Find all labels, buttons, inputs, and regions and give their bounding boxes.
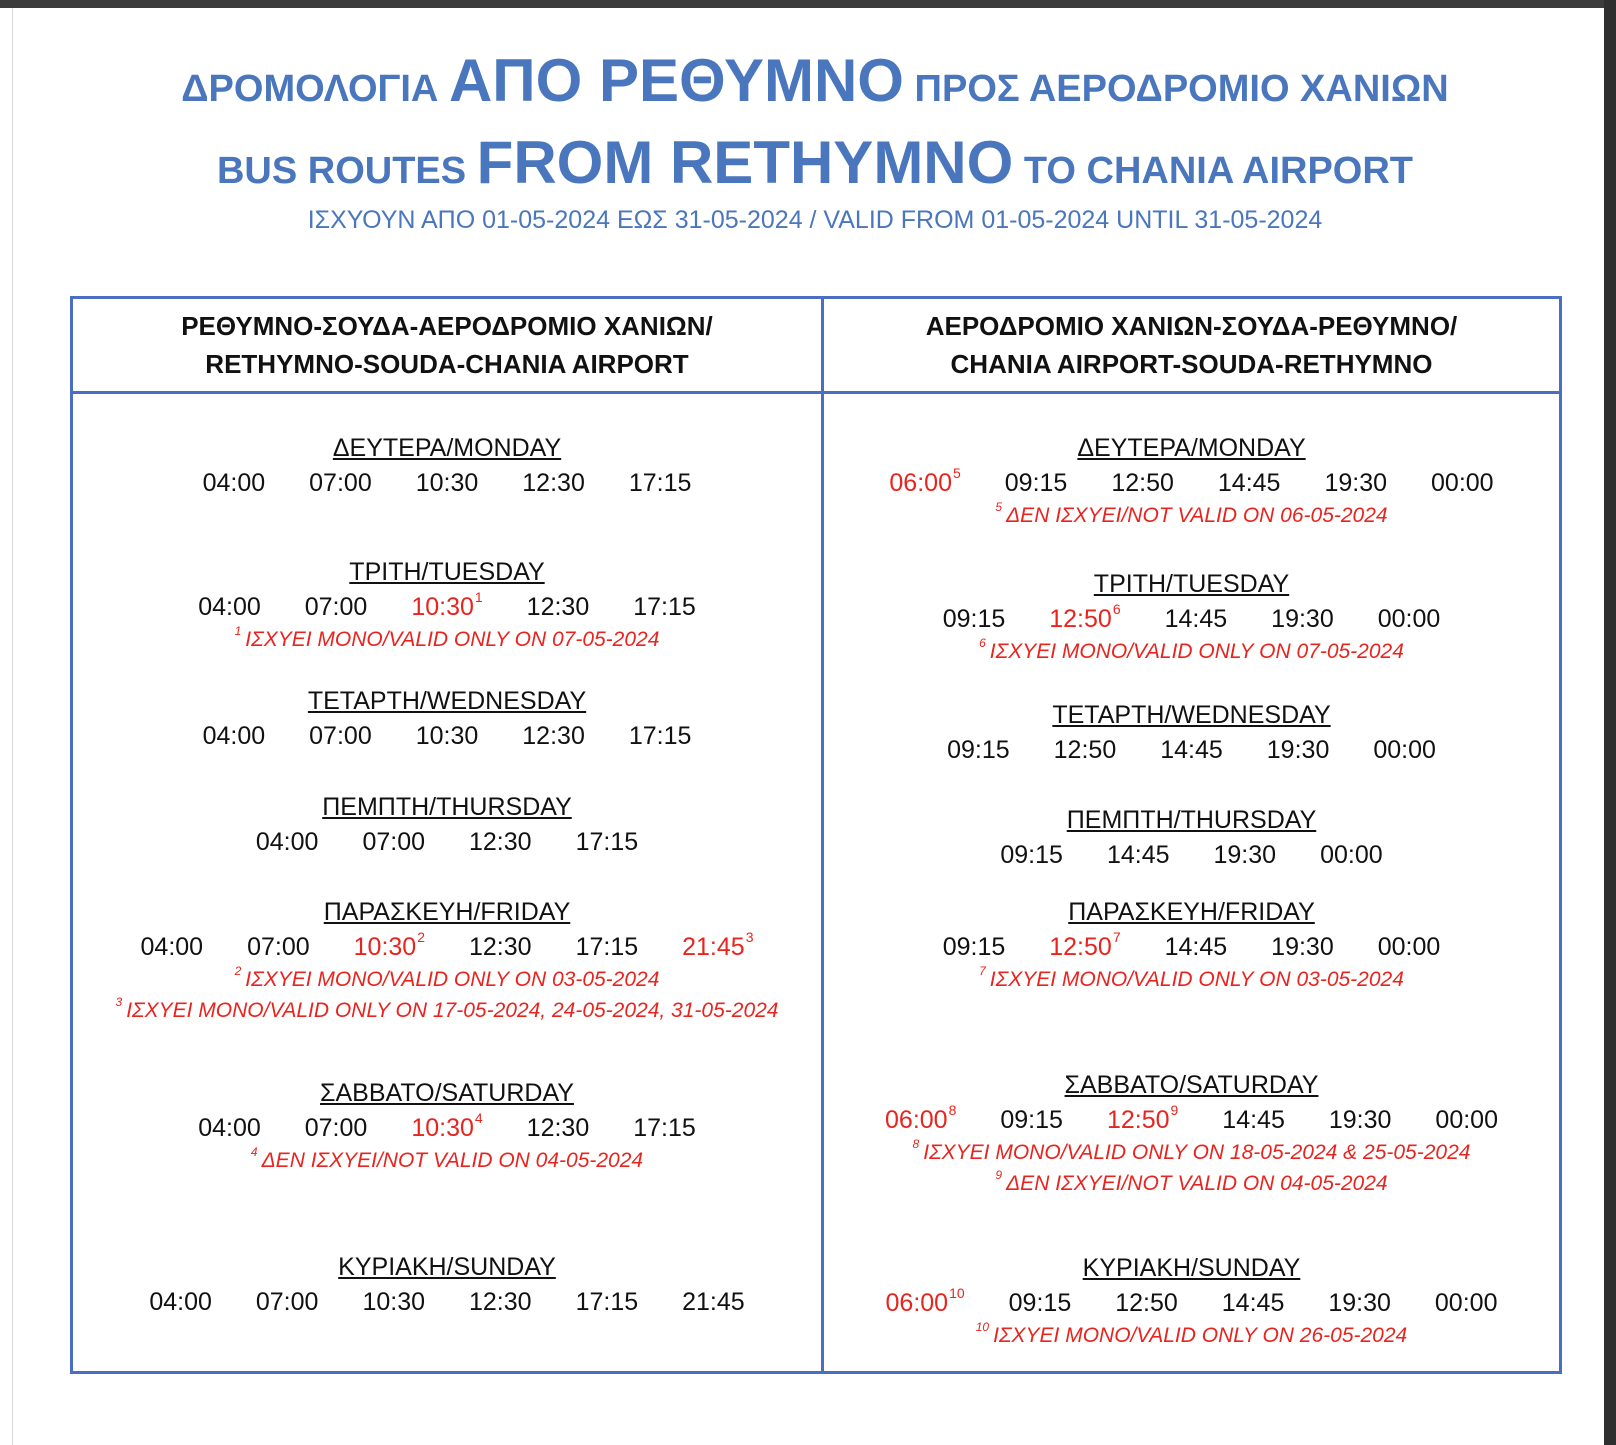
time-value: 10:30 [411,593,474,621]
departure-time: 00:00 [1431,469,1494,497]
footnote-text: ΔΕΝ ΙΣΧΥΕΙ/NOT VALID ON 04-05-2024 [1006,1172,1388,1195]
left-column-header [73,307,821,391]
time-value: 06:00 [885,1289,949,1317]
day-name: ΤΕΤΑΡΤΗ/WEDNESDAY [1052,701,1331,729]
day-name: ΣΑΒΒΑΤΟ/SATURDAY [1064,1071,1319,1099]
departure-time: 14:45 [1222,1106,1285,1134]
times-row [73,825,821,859]
departure-time: 04:00 [202,722,266,750]
time-value: 10:30 [353,933,417,961]
schedule-table [70,296,1562,1374]
times-row [73,1111,821,1145]
departure-time: 17:15 [575,828,639,856]
departure-time: 12:50 [1111,469,1174,497]
left-schedule-column [73,394,821,1374]
day-block-saturday [73,1075,821,1176]
footnote-marker: 7 [1112,929,1121,945]
departure-time: 07:00 [247,933,310,961]
footnote-marker: 1 [474,589,483,605]
day-name: ΤΕΤΑΡΤΗ/WEDNESDAY [307,687,587,715]
footnote-marker: 9 [1170,1102,1179,1118]
times-row [824,930,1559,964]
times-row [73,719,821,753]
day-block-saturday [824,1067,1559,1199]
day-name: ΠΕΜΠΤΗ/THURSDAY [322,793,572,821]
day-block-monday [73,430,821,500]
window-top-bar [0,0,1616,8]
day-name: ΔΕΥΤΕΡΑ/MONDAY [332,434,562,462]
footnote-marker: 2 [417,929,425,945]
departure-time: 00:00 [1377,933,1441,961]
departure-time: 17:15 [575,1288,639,1316]
time-value: 12:50 [1049,933,1112,961]
departure-time: 07:00 [362,828,425,856]
departure-time: 17:15 [633,1114,696,1142]
departure-time: 07:00 [309,722,372,750]
footnote-marker: 10 [949,1285,965,1301]
time-value: 10:30 [411,1114,474,1142]
day-block-thursday [73,789,821,859]
footnote-marker: 5 [952,465,961,481]
footnote [824,500,1559,531]
day-name: ΔΕΥΤΕΡΑ/MONDAY [1077,434,1306,462]
time-value: 12:50 [1106,1106,1170,1134]
departure-time: 12:30 [522,722,585,750]
departure-time-conditional [1049,930,1120,964]
footnote [824,1137,1559,1168]
day-block-tuesday [824,566,1559,667]
footnote-marker: 8 [948,1102,957,1118]
departure-time: 04:00 [255,828,319,856]
departure-time: 09:15 [942,605,1006,633]
times-row [73,590,821,624]
validity-period: ΙΣΧΥΟΥΝ ΑΠΟ 01-05-2024 ΕΩΣ 31-05-2024 / VALID FROM 01-05-2024 UNTIL 31-05-2024 [307,206,1323,234]
departure-time: 07:00 [304,593,368,621]
day-block-sunday [73,1249,821,1319]
footnote [73,964,821,995]
departure-time-conditional [411,590,482,624]
departure-time: 14:45 [1106,841,1170,869]
footnote [73,624,821,655]
title-greek-prefix: ΔΡΟΜΟΛΟΓΙΑ [181,68,449,110]
departure-time: 09:15 [1004,469,1068,497]
departure-time: 07:00 [255,1288,319,1316]
departure-time: 12:30 [526,593,590,621]
departure-time: 19:30 [1266,736,1330,764]
day-name: ΠΑΡΑΣΚΕΥΗ/FRIDAY [1068,898,1315,926]
day-block-thursday [824,802,1559,872]
departure-time-conditional [682,930,753,964]
departure-time: 07:00 [309,469,372,497]
times-row [73,466,821,500]
departure-time: 19:30 [1328,1106,1392,1134]
footnote-text: ΙΣΧΥΕΙ ΜΟΝΟ/VALID ONLY ON 17-05-2024, 24-05-2024, 31-05-2024 [126,999,779,1022]
departure-time: 09:15 [1000,1106,1063,1134]
page-title-greek [0,46,1616,115]
departure-time: 17:15 [628,722,692,750]
footnote [73,1145,821,1176]
title-greek-suffix: ΠΡΟΣ ΑΕΡΟΔΡΟΜΙΟ ΧΑΝΙΩΝ [903,68,1449,110]
time-value: 06:00 [885,1106,948,1134]
departure-time: 12:30 [522,469,585,497]
times-row [824,733,1559,767]
departure-time: 14:45 [1164,605,1228,633]
day-name: ΚΥΡΙΑΚΗ/SUNDAY [1082,1254,1301,1282]
departure-time: 19:30 [1324,469,1388,497]
right-schedule-column [824,394,1559,1374]
footnote-marker: 6 [979,636,986,650]
time-value: 06:00 [889,469,952,497]
footnote-marker: 9 [995,1168,1003,1182]
footnote [824,636,1559,667]
footnote-text: ΙΣΧΥΕΙ ΜΟΝΟ/VALID ONLY ON 07-05-2024 [989,640,1404,663]
times-row [73,930,821,964]
footnote [73,995,821,1026]
departure-time: 21:45 [682,1288,745,1316]
departure-time-conditional [889,466,960,500]
departure-time: 17:15 [633,593,696,621]
footnote-marker: 1 [234,624,242,638]
right-header-line1: ΑΕΡΟΔΡΟΜΙΟ ΧΑΝΙΩΝ-ΣΟΥΔΑ-ΡΕΘΥΜΝΟ/ [925,311,1458,341]
departure-time: 00:00 [1435,1106,1498,1134]
times-row [824,602,1559,636]
right-header-line2: CHANIA AIRPORT-SOUDA-RETHYMNO [950,349,1433,379]
left-header-line1: ΡΕΘΥΜΝΟ-ΣΟΥΔΑ-ΑΕΡΟΔΡΟΜΙΟ ΧΑΝΙΩΝ/ [181,311,713,341]
footnote-marker: 4 [474,1110,483,1126]
title-english-prefix: BUS ROUTES [216,150,477,192]
departure-time: 12:50 [1115,1289,1178,1317]
times-row [824,466,1559,500]
footnote-marker: 5 [995,500,1003,514]
times-row [73,1285,821,1319]
departure-time: 09:15 [1008,1289,1072,1317]
departure-time: 10:30 [362,1288,425,1316]
departure-time: 00:00 [1377,605,1441,633]
departure-time: 09:15 [1000,841,1063,869]
departure-time: 04:00 [198,1114,261,1142]
departure-time: 00:00 [1320,841,1383,869]
footnote-marker: 4 [250,1145,258,1159]
footnote-marker: 2 [234,964,242,978]
day-name: ΤΡΙΤΗ/TUESDAY [1093,570,1290,598]
day-block-sunday [824,1250,1559,1351]
departure-time: 14:45 [1221,1289,1285,1317]
day-name: ΚΥΡΙΑΚΗ/SUNDAY [338,1253,556,1281]
day-name: ΠΕΜΠΤΗ/THURSDAY [1066,806,1317,834]
footnote-text: ΙΣΧΥΕΙ ΜΟΝΟ/VALID ONLY ON 26-05-2024 [993,1324,1408,1347]
footnote-marker: 3 [115,995,123,1009]
day-block-friday [73,894,821,1026]
footnote-text: ΙΣΧΥΕΙ ΜΟΝΟ/VALID ONLY ON 07-05-2024 [245,628,660,651]
departure-time: 14:45 [1164,933,1228,961]
departure-time: 04:00 [140,933,204,961]
departure-time: 07:00 [304,1114,368,1142]
departure-time-conditional [354,930,425,964]
departure-time: 19:30 [1213,841,1277,869]
footnote [824,964,1559,995]
departure-time: 04:00 [149,1288,212,1316]
title-english-emphasis: FROM RETHYMNO [476,129,1014,196]
footnote-text: ΔΕΝ ΙΣΧΥΕΙ/NOT VALID ON 06-05-2024 [1006,504,1388,527]
departure-time-conditional [1049,602,1120,636]
footnote-text: ΙΣΧΥΕΙ ΜΟΝΟ/VALID ONLY ON 03-05-2024 [245,968,660,991]
departure-time: 12:30 [469,933,532,961]
time-value: 12:50 [1049,605,1112,633]
departure-time-conditional [885,1103,956,1137]
footnote-marker: 3 [745,929,754,945]
departure-time: 00:00 [1434,1289,1498,1317]
footnote-text: ΙΣΧΥΕΙ ΜΟΝΟ/VALID ONLY ON 03-05-2024 [989,968,1404,991]
departure-time: 19:30 [1271,933,1334,961]
day-block-friday [824,894,1559,995]
footnote-marker: 7 [979,964,986,978]
page-title-english [0,128,1616,197]
times-row [824,1103,1559,1137]
title-english-suffix: TO CHANIA AIRPORT [1013,150,1414,192]
day-block-wednesday [73,683,821,753]
departure-time: 17:15 [628,469,692,497]
footnote-marker: 8 [912,1137,920,1151]
departure-time-conditional [886,1286,965,1320]
departure-time: 12:50 [1053,736,1117,764]
day-block-tuesday [73,554,821,655]
departure-time: 00:00 [1373,736,1436,764]
departure-time-conditional [411,1111,482,1145]
day-block-monday [824,430,1559,531]
departure-time: 09:15 [947,736,1010,764]
departure-time: 12:30 [469,1288,532,1316]
footnote-text: ΙΣΧΥΕΙ ΜΟΝΟ/VALID ONLY ON 18-05-2024 & 25-05-2024 [923,1141,1471,1164]
departure-time: 04:00 [202,469,266,497]
departure-time: 12:30 [526,1114,590,1142]
departure-time: 17:15 [575,933,639,961]
time-value: 21:45 [682,933,745,961]
left-header-line2: RETHYMNO-SOUDA-CHANIA AIRPORT [205,349,689,379]
footnote [824,1168,1559,1199]
day-name: ΤΡΙΤΗ/TUESDAY [349,558,545,586]
departure-time-conditional [1107,1103,1178,1137]
departure-time: 14:45 [1160,736,1223,764]
times-row [824,838,1559,872]
day-name: ΠΑΡΑΣΚΕΥΗ/FRIDAY [323,898,571,926]
departure-time: 12:30 [469,828,532,856]
departure-time: 10:30 [415,722,479,750]
departure-time: 19:30 [1328,1289,1391,1317]
title-greek-emphasis: ΑΠΟ ΡΕΘΥΜΝΟ [448,47,904,114]
footnote-marker: 10 [975,1320,990,1334]
day-name: ΣΑΒΒΑΤΟ/SATURDAY [320,1079,574,1107]
departure-time: 14:45 [1217,469,1281,497]
footnote [824,1320,1559,1351]
departure-time: 04:00 [198,593,261,621]
right-column-header [824,307,1559,391]
departure-time: 09:15 [942,933,1006,961]
footnote-text: ΔΕΝ ΙΣΧΥΕΙ/NOT VALID ON 04-05-2024 [261,1149,644,1172]
times-row [824,1286,1559,1320]
departure-time: 19:30 [1271,605,1334,633]
day-block-wednesday [824,697,1559,767]
footnote-marker: 6 [1112,601,1121,617]
departure-time: 10:30 [415,469,479,497]
